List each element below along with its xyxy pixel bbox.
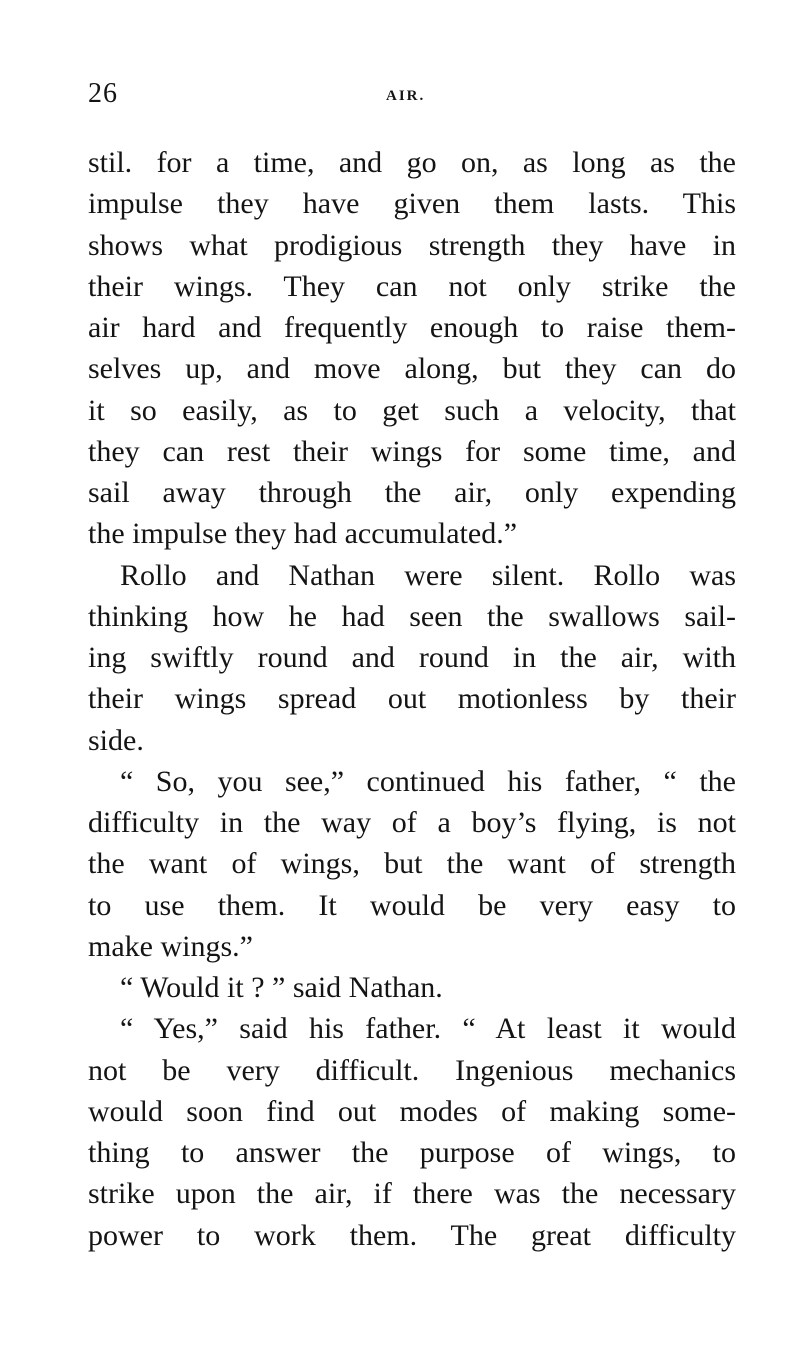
- text-line: “ Yes,” said his father. “ At least it would: [120, 1012, 736, 1046]
- text-line: the want of wings, but the want of strength: [88, 847, 736, 881]
- text-line: they can rest their wings for some time, and: [88, 434, 736, 468]
- text-line: sail away through the air, only expending: [88, 476, 736, 509]
- page-header: [88, 72, 738, 112]
- text-line: selves up, and move along, but they can do: [88, 352, 736, 386]
- text-line: make wings.”: [88, 929, 253, 963]
- text-line: difficulty in the way of a boy’s flying, is not: [88, 806, 736, 839]
- text-line: not be very difficult. Ingenious mechanics: [88, 1053, 736, 1087]
- text-line: the impulse they had accumulated.”: [88, 517, 518, 551]
- text-line: their wings. They can not only strike the: [88, 269, 736, 303]
- text-line: stil. for a time, and go on, as long as the: [88, 146, 736, 179]
- text-line: “ Would it ? ” said Nathan.: [120, 971, 443, 1004]
- text-line: side.: [88, 723, 144, 757]
- text-line: would soon find out modes of making some-: [88, 1094, 736, 1128]
- text-line: “ So, you see,” continued his father, “ the: [120, 764, 736, 798]
- text-line: Rollo and Nathan were silent. Rollo was: [120, 558, 736, 592]
- text-line: impulse they have given them lasts. This: [88, 187, 736, 221]
- text-line: to use them. It would be very easy to: [88, 888, 736, 922]
- text-line: air hard and frequently enough to raise them-: [88, 311, 736, 344]
- body-text: [88, 142, 736, 1256]
- text-line: ing swiftly round and round in the air, with: [88, 641, 736, 674]
- text-line: strike upon the air, if there was the necessary: [88, 1177, 736, 1211]
- text-line: it so easily, as to get such a velocity, that: [88, 393, 736, 427]
- text-line: thing to answer the purpose of wings, to: [88, 1136, 736, 1169]
- text-line: shows what prodigious strength they have in: [88, 228, 736, 262]
- running-head: AIR.: [386, 88, 426, 104]
- text-line: power to work them. The great difficulty: [88, 1218, 736, 1252]
- text-line: thinking how he had seen the swallows sail-: [88, 599, 736, 633]
- text-line: their wings spread out motionless by their: [88, 682, 736, 716]
- page-number: 26: [88, 78, 118, 109]
